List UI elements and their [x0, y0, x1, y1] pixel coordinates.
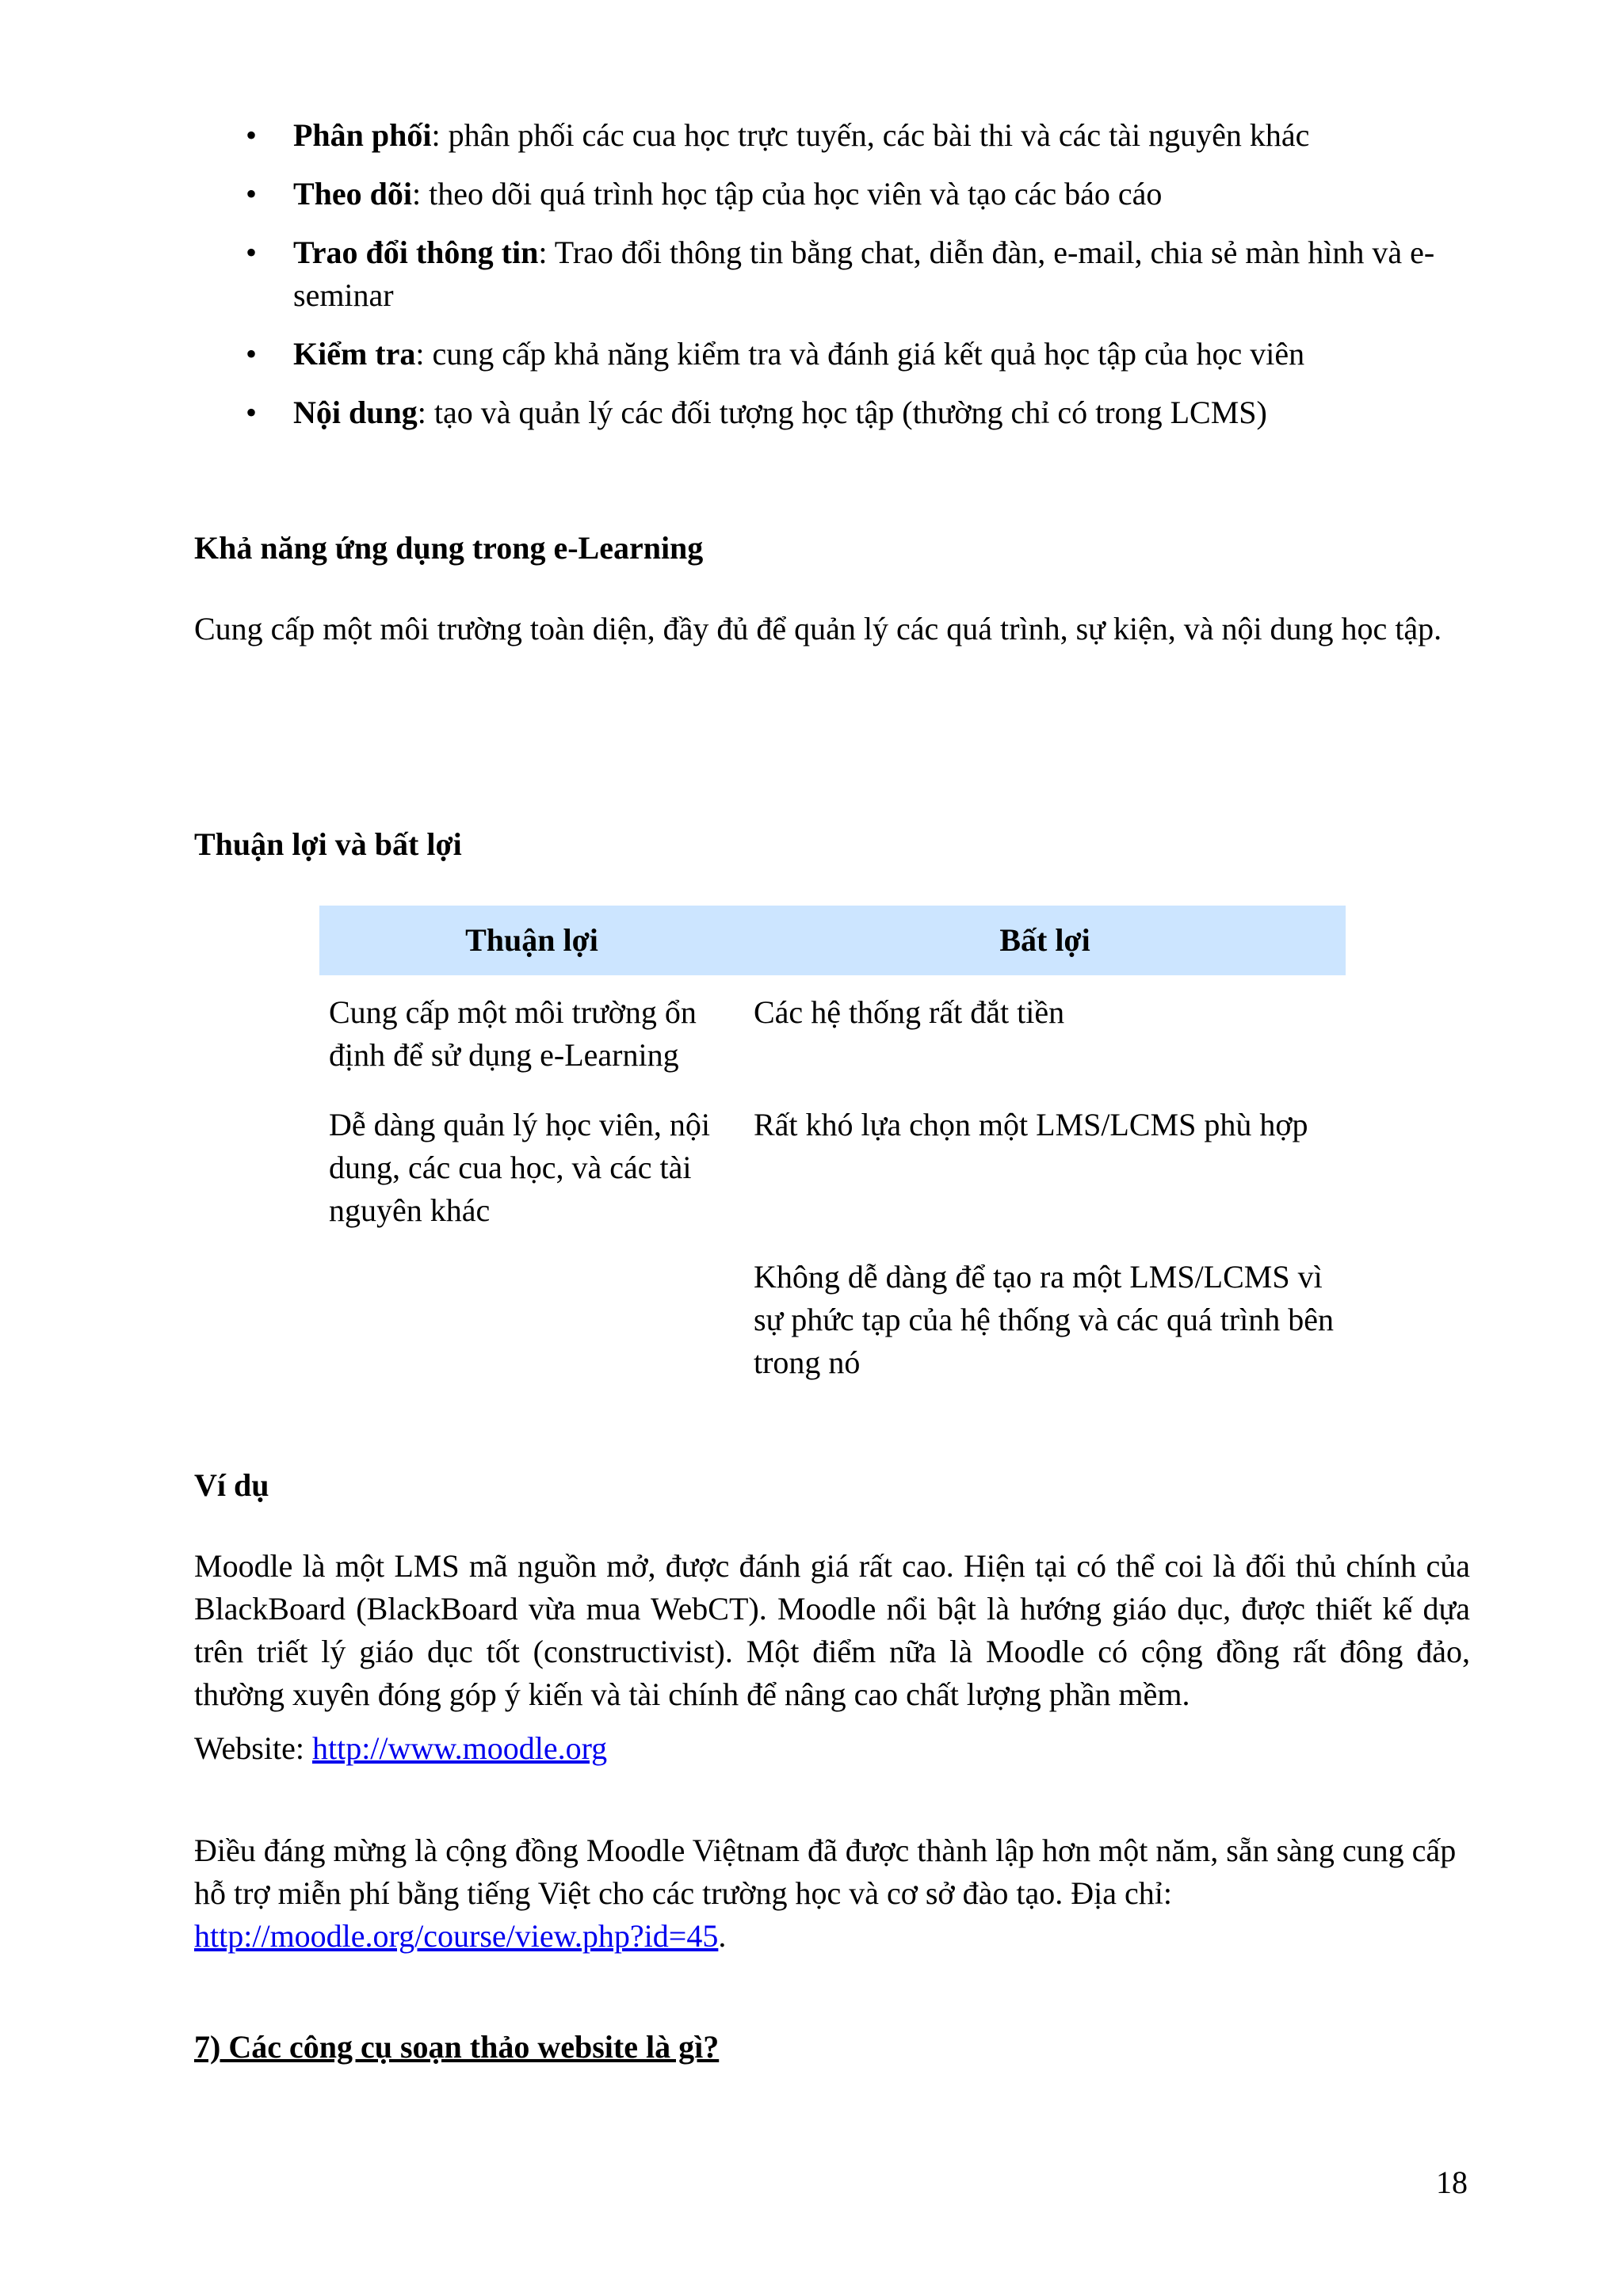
- table-cell: Cung cấp một môi trường ổn định để sử dụng e-Learning: [329, 994, 697, 1073]
- bullet-icon: •: [246, 336, 258, 372]
- community-end: .: [718, 1918, 727, 1954]
- section-heading-web-tools: 7) Các công cụ soạn thảo website là gì?: [194, 2029, 720, 2065]
- bullet-text: : Trao đổi thông tin bằng chat, diễn đàn, e-mail, chia sẻ màn hình và e-seminar: [293, 235, 1435, 313]
- table-cell: Các hệ thống rất đắt tiền: [754, 994, 1065, 1030]
- moodle-website-link[interactable]: http://www.moodle.org: [311, 1730, 608, 1766]
- table-header-pros: Thuận lợi: [319, 906, 744, 975]
- website-line: [194, 1727, 1470, 1770]
- table-header-row: [319, 906, 1346, 975]
- page-number: 18: [1436, 2164, 1468, 2200]
- community-paragraph: [194, 1829, 1470, 1958]
- community-text: Điều đáng mừng là cộng đồng Moodle Việtnam đã được thành lập hơn một năm, sẵn sàng cung cấp hỗ trợ miễn phí bằng tiếng Việt cho các trường học và cơ sở đào tạo. Địa chỉ:: [194, 1833, 1457, 1911]
- list-item: [238, 114, 1474, 157]
- bullet-text: : phân phối các cua học trực tuyến, các bài thi và các tài nguyên khác: [431, 117, 1310, 153]
- table-cell: Không dễ dàng để tạo ra một LMS/LCMS vì sự phức tạp của hệ thống và các quá trình bên trong nó: [754, 1259, 1334, 1380]
- applicability-paragraph: Cung cấp một môi trường toàn diện, đầy đủ để quản lý các quá trình, sự kiện, và nội dung học tập.: [194, 611, 1442, 646]
- bullet-icon: •: [246, 235, 258, 270]
- table-cell: Dễ dàng quản lý học viên, nội dung, các cua học, và các tài nguyên khác: [329, 1107, 710, 1228]
- bullet-term: Trao đổi thông tin: [293, 235, 539, 270]
- feature-bullet-list: [238, 114, 1474, 450]
- bullet-term: Kiểm tra: [293, 336, 416, 372]
- table-cell: [319, 1240, 744, 1398]
- bullet-term: Nội dung: [293, 395, 418, 430]
- pros-cons-table: [319, 906, 1346, 1398]
- list-item: [238, 231, 1474, 317]
- bullet-text: : tạo và quản lý các đối tượng học tập (thường chỉ có trong LCMS): [417, 395, 1267, 430]
- table-cell: Rất khó lựa chọn một LMS/LCMS phù hợp: [754, 1107, 1308, 1142]
- table-header-cons: Bất lợi: [744, 906, 1346, 975]
- table-row: [319, 975, 1346, 1088]
- section-heading-applicability: Khả năng ứng dụng trong e-Learning: [194, 530, 704, 566]
- list-item: [238, 391, 1474, 434]
- bullet-icon: •: [246, 176, 258, 212]
- table-row: [319, 1088, 1346, 1240]
- bullet-icon: •: [246, 395, 258, 430]
- list-item: [238, 173, 1474, 215]
- moodle-vietnam-course-link[interactable]: http://moodle.org/course/view.php?id=45: [194, 1918, 719, 1954]
- bullet-text: : cung cấp khả năng kiểm tra và đánh giá kết quả học tập của học viên: [415, 336, 1305, 372]
- example-paragraph: Moodle là một LMS mã nguồn mở, được đánh giá rất cao. Hiện tại có thể coi là đối thủ chính của BlackBoard (BlackBoard vừa mua WebCT). Moodle nổi bật là hướng giáo dục, được thiết kế dựa trên triết lý giáo dục tốt (constructivist). Một điểm nữa là Moodle có cộng đồng rất đông đảo, thường xuyên đóng góp ý kiến và tài chính để nâng cao chất lượng phần mềm.: [194, 1548, 1470, 1712]
- section-heading-example: Ví dụ: [194, 1467, 269, 1503]
- table-row: [319, 1240, 1346, 1398]
- bullet-text: : theo dõi quá trình học tập của học viên và tạo các báo cáo: [412, 176, 1163, 212]
- section-heading-pros-cons: Thuận lợi và bất lợi: [194, 826, 462, 862]
- list-item: [238, 333, 1474, 376]
- website-label: Website:: [194, 1730, 312, 1766]
- bullet-icon: •: [246, 117, 258, 153]
- bullet-term: Theo dõi: [293, 176, 413, 212]
- bullet-term: Phân phối: [293, 117, 432, 153]
